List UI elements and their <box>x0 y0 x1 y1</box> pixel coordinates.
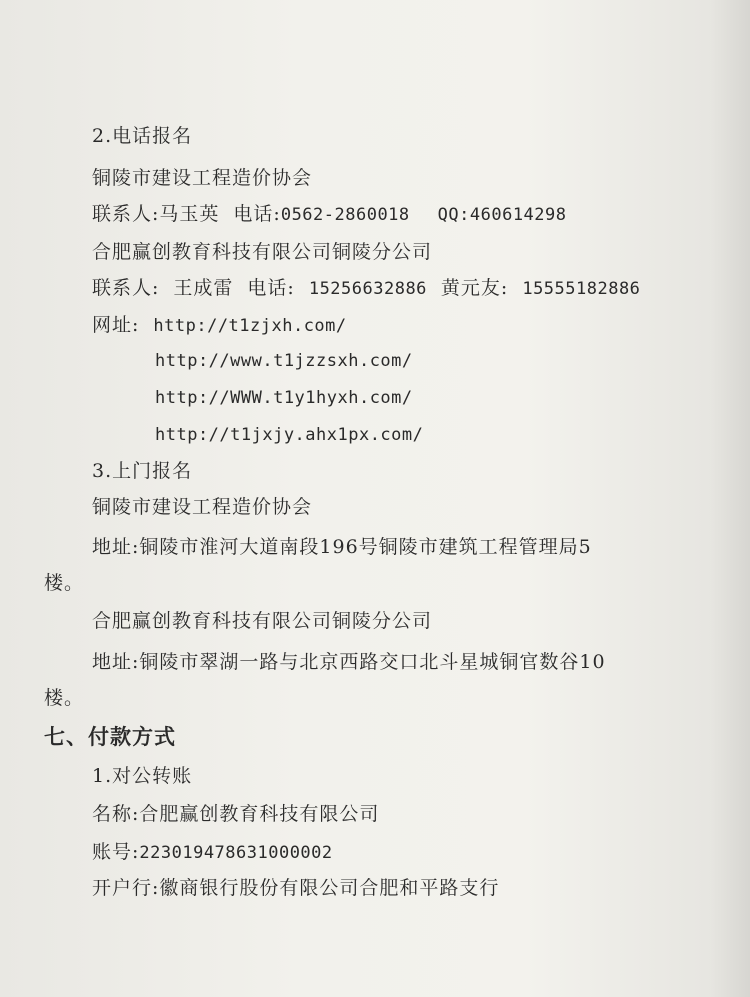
phone-label: 电话: <box>247 277 295 299</box>
org-name-company: 合肥赢创教育科技有限公司铜陵分公司 <box>92 610 433 632</box>
phone-registration-heading: 2.电话报名 <box>92 125 193 147</box>
contact-line-1 <box>92 202 567 227</box>
qq-label: QQ: <box>437 205 470 225</box>
account-number-line <box>92 840 333 865</box>
page-edge-shadow <box>710 0 750 997</box>
address-line-continuation: 楼。 <box>44 572 85 594</box>
contact-label: 联系人: <box>92 277 160 299</box>
qq-number: 460614298 <box>469 205 567 225</box>
contact-name: 马玉英 <box>159 203 220 225</box>
onsite-registration-heading: 3.上门报名 <box>92 460 193 482</box>
account-label: 账号: <box>92 841 140 863</box>
org-name-company: 合肥赢创教育科技有限公司铜陵分公司 <box>92 241 433 263</box>
bank-name-line: 开户行:徽商银行股份有限公司合肥和平路支行 <box>92 877 500 899</box>
org-name-association: 铜陵市建设工程造价协会 <box>92 167 313 189</box>
account-number: 223019478631000002 <box>139 843 333 863</box>
website-label: 网址: <box>92 314 140 336</box>
payment-method-heading: 七、付款方式 <box>44 725 176 749</box>
phone-number-2: 15555182886 <box>522 279 641 299</box>
address-line-continuation: 楼。 <box>44 687 85 709</box>
website-link[interactable]: http://www.t1jzzsxh.com/ <box>155 351 413 371</box>
website-link[interactable]: http://t1zjxh.com/ <box>153 316 347 336</box>
phone-number: 15256632886 <box>308 279 427 299</box>
contact-name-2: 黄元友: <box>440 277 509 299</box>
org-name-association: 铜陵市建设工程造价协会 <box>92 496 313 518</box>
contact-label: 联系人: <box>92 203 160 225</box>
website-link[interactable]: http://t1jxjy.ahx1px.com/ <box>155 425 424 445</box>
contact-name: 王成雷 <box>173 277 234 299</box>
account-name-line: 名称:合肥赢创教育科技有限公司 <box>92 803 380 825</box>
phone-label: 电话: <box>233 203 281 225</box>
website-line-1 <box>92 313 347 338</box>
address-line: 地址:铜陵市翠湖一路与北京西路交口北斗星城铜官数谷10 <box>92 651 606 673</box>
website-link[interactable]: http://WWW.t1y1hyxh.com/ <box>155 388 413 408</box>
contact-line-2 <box>92 276 640 301</box>
address-line: 地址:铜陵市淮河大道南段196号铜陵市建筑工程管理局5 <box>92 536 592 558</box>
phone-number: 0562-2860018 <box>280 205 410 225</box>
bank-transfer-heading: 1.对公转账 <box>92 765 193 787</box>
